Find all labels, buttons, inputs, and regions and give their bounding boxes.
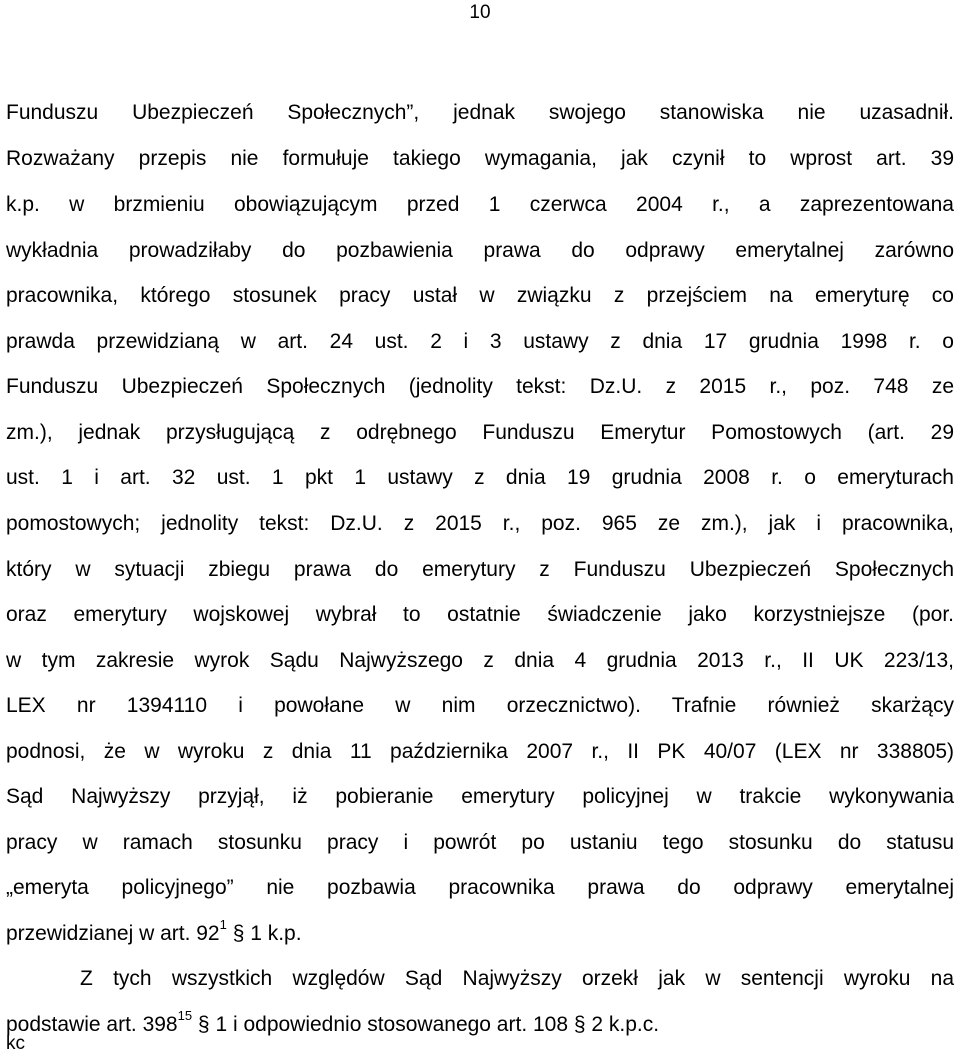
text-segment: 2 k.p.c. — [585, 1013, 660, 1036]
text-line: Funduszu Ubezpieczeń Społecznych (jednolity tekst: Dz.U. z 2015 r., poz. 748 ze — [6, 375, 954, 398]
section-sign: § — [232, 922, 245, 945]
text-line: Rozważany przepis nie formułuje takiego wymagania, jak czynił to wprost art. 39 — [6, 147, 954, 170]
superscript: 1 — [219, 917, 227, 932]
text-line: pracownika, którego stosunek pracy ustał w związku z przejściem na emeryturę co — [6, 284, 954, 307]
page-number: 10 — [469, 2, 491, 23]
text-line: wykładnia prowadziłaby do pozbawienia prawa do odprawy emerytalnej zarówno — [6, 239, 954, 262]
text-line: k.p. w brzmieniu obowiązującym przed 1 czerwca 2004 r., a zaprezentowana — [6, 193, 954, 216]
text-line: LEX nr 1394110 i powołane w nim orzecznictwo). Trafnie również skarżący — [6, 694, 954, 717]
text-line: Funduszu Ubezpieczeń Społecznych”, jednak swojego stanowiska nie uzasadnił. — [6, 101, 954, 124]
text-segment: przewidzianej w art. 92 — [6, 922, 220, 945]
text-line: podnosi, że w wyroku z dnia 11 października 2007 r., II PK 40/07 (LEX nr 338805) — [6, 740, 954, 763]
text-line: który w sytuacji zbiegu prawa do emerytury z Funduszu Ubezpieczeń Społecznych — [6, 558, 954, 581]
closing-paragraph-line: Z tych wszystkich względów Sąd Najwyższy orzekł jak w sentencji wyroku na — [80, 967, 954, 990]
text-line-art92 — [6, 919, 954, 949]
text-line: prawda przewidzianą w art. 24 ust. 2 i 3 ustawy z dnia 17 grudnia 1998 r. o — [6, 330, 954, 353]
initials: kc — [6, 1033, 25, 1054]
text-line: ust. 1 i art. 32 ust. 1 pkt 1 ustawy z dnia 19 grudnia 2008 r. o emeryturach — [6, 466, 954, 489]
text-line: oraz emerytury wojskowej wybrał to ostatnie świadczenie jako korzystniejsze (por. — [6, 603, 954, 626]
section-sign: § — [197, 1013, 210, 1036]
text-line: pomostowych; jednolity tekst: Dz.U. z 2015 r., poz. 965 ze zm.), jak i pracownika, — [6, 512, 954, 535]
text-line: „emeryta policyjnego” nie pozbawia pracownika prawa do odprawy emerytalnej — [6, 876, 954, 899]
closing-paragraph-line-2 — [6, 1010, 954, 1040]
text-segment: podstawie art. 398 — [6, 1013, 178, 1036]
section-sign: § — [573, 1013, 586, 1036]
text-segment: 1 i odpowiednio stosowanego art. 108 — [209, 1013, 574, 1036]
text-line: Sąd Najwyższy przyjął, iż pobieranie emerytury policyjnej w trakcie wykonywania — [6, 785, 954, 808]
text-line: zm.), jednak przysługującą z odrębnego Funduszu Emerytur Pomostowych (art. 29 — [6, 421, 954, 444]
text-segment: 1 k.p. — [244, 922, 302, 945]
superscript: 15 — [177, 1008, 193, 1023]
text-line: w tym zakresie wyrok Sądu Najwyższego z dnia 4 grudnia 2013 r., II UK 223/13, — [6, 649, 954, 672]
text-line: pracy w ramach stosunku pracy i powrót po ustaniu tego stosunku do statusu — [6, 831, 954, 854]
